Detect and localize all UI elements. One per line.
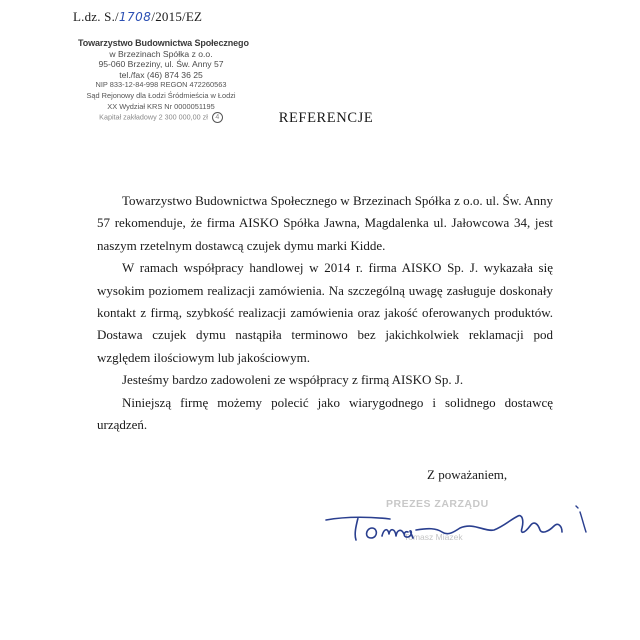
signature-stamp-title: PREZES ZARZĄDU [386,498,489,510]
reference-prefix: L.dz. S./ [73,9,119,24]
stamp-circle-mark: 4 [212,112,223,123]
stamp-court: Sąd Rejonowy dla Łodzi Śródmieścia w Łodzi [86,90,236,100]
handwritten-reference-number: 1708 [118,10,152,24]
stamp-address: 95-060 Brzeziny, ul. Św. Anny 57 [98,59,224,70]
page-title: REFERENCJE [278,110,374,126]
stamp-nip-regon: NIP 833-12-84-998 REGON 472260563 [95,80,227,90]
letter-body [97,190,553,436]
paragraph-recommend-company: Niniejszą firmę możemy polecić jako wiarygodnego i solidnego dostawcę urządzeń. [97,394,553,433]
signature-block [318,492,618,554]
paragraph-satisfaction: Jesteśmy bardzo zadowoleni ze współpracy z firmą AISKO Sp. J. [122,372,464,388]
paragraph-recommendation: Towarzystwo Budownictwa Społecznego w Brzezinach Spółka z o.o. ul. Św. Anny 57 rekomenduje, że firma AISKO Spółka Jawna, Magdalenka ul. Jałowcowa 34, jest naszym rzetelnym dostawcą czujek dymu marki Kidde. [97,193,553,253]
stamp-krs: XX Wydział KRS Nr 0000051195 [107,101,215,111]
stamp-capital-text: Kapitał zakładowy 2 300 000,00 zł [99,112,208,122]
stamp-phone: tel./fax (46) 874 36 25 [119,69,203,80]
closing-salutation: Z poważaniem, [427,467,508,482]
paragraph-cooperation: W ramach współpracy handlowej w 2014 r. firma AISKO Sp. J. wykazała się wysokim poziomem realizacji zamówienia. Na szczególną uwagę zasługuje doskonały kontakt z firmą, szybkość realizacji zamówienia oraz jakość oferowanych produktów. Dostawa czujek dymu nastąpiła terminowo bez jakichkolwiek reklamacji pod względem ilościowym lub jakościowym. [97,260,553,365]
stamp-company-name: Towarzystwo Budownictwa Społecznego [78,38,249,48]
signature-stamp-name: Tomasz Miazek [404,532,463,542]
stamp-company-location: w Brzezinach Spółka z o.o. [109,48,213,59]
handwritten-signature [318,492,618,554]
reference-number [73,9,202,25]
reference-suffix: /2015/EZ [151,9,203,24]
